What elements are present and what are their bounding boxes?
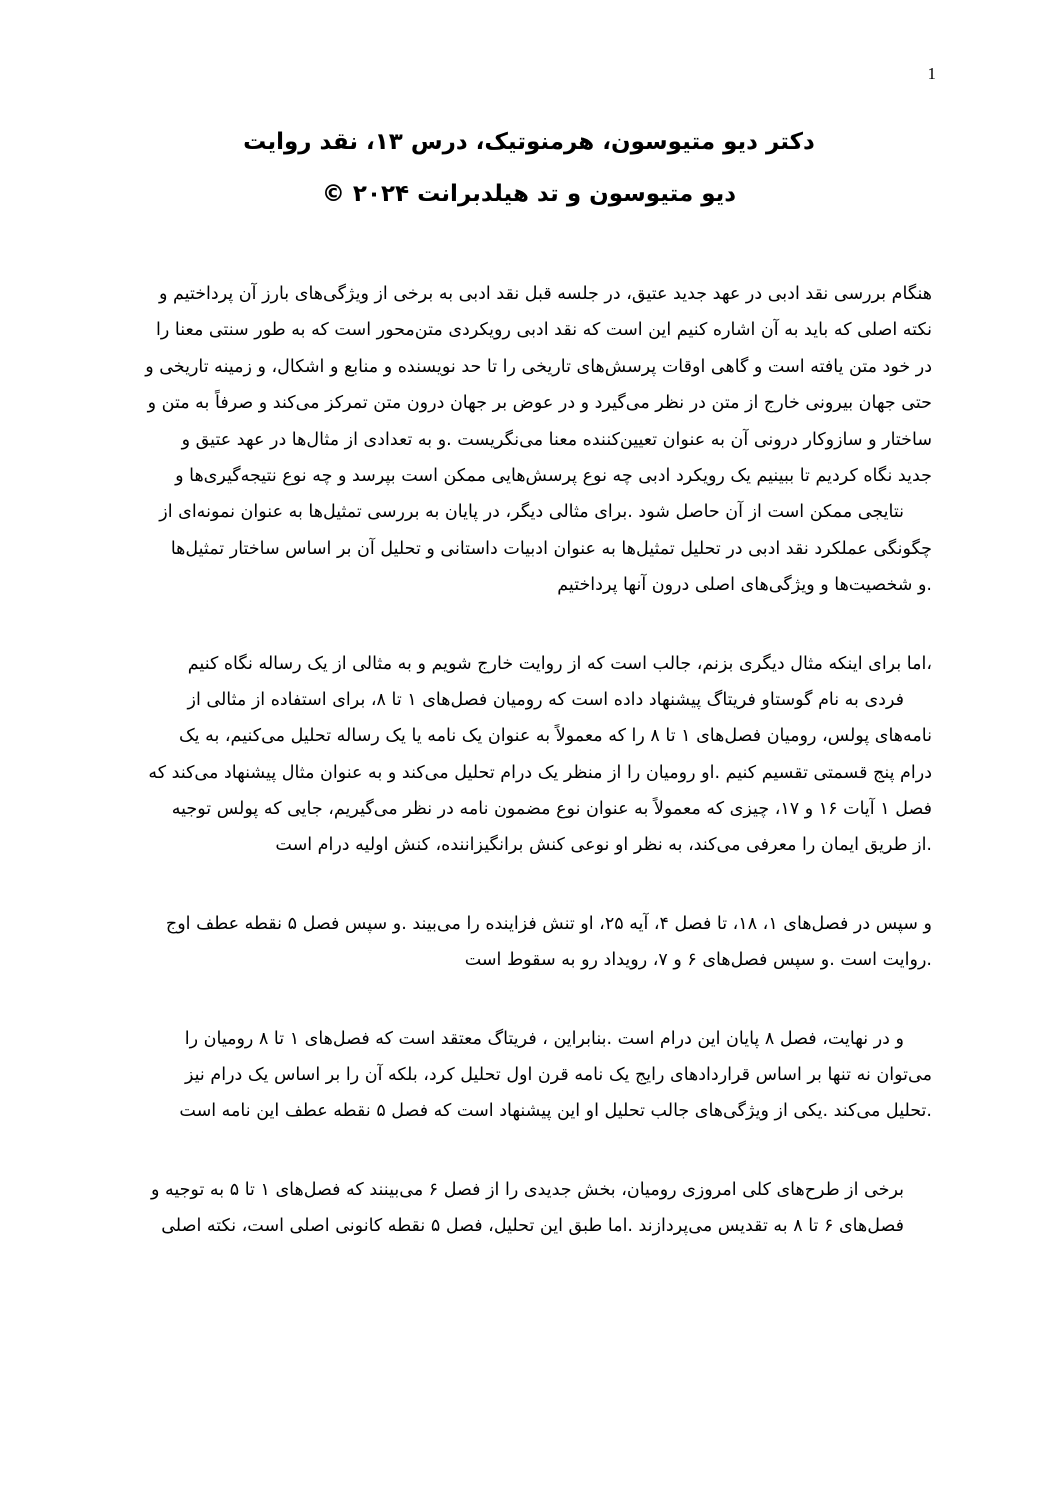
document-header (0, 128, 1058, 232)
text-line: .از طریق ایمان را معرفی می‌کند، به نظر او نوعی کنش برانگیزاننده، کنش اولیه درام است (275, 835, 932, 856)
paragraph-1 (126, 276, 932, 604)
paragraph-3 (126, 906, 932, 979)
text-line: نکته اصلی که باید به آن اشاره کنیم این است که نقد ادبی رویکردی متن‌محور است که به طور سنتی معنا را (156, 320, 932, 341)
paragraph-5 (126, 1172, 932, 1245)
text-line: نتایجی ممکن است از آن حاصل شود .برای مثالی دیگر، در پایان به بررسی تمثیل‌ها به عنوان نمونه‌ای از (159, 502, 904, 523)
text-line: .تحلیل می‌کند .یکی از ویژگی‌های جالب تحلیل او این پیشنهاد است که فصل ۵ نقطه عطف این نامه است (179, 1101, 932, 1122)
text-line: حتی جهان بیرونی خارج از متن در نظر می‌گیرد و در عوض بر جهان درون متن تمرکز می‌کند و صرفاً به متن و (147, 393, 932, 414)
text-line: .و شخصیت‌ها و ویژگی‌های اصلی درون آنها پرداختیم (557, 575, 932, 596)
paragraph-2 (126, 646, 932, 864)
text-line: درام پنج قسمتی تقسیم کنیم .او رومیان را از منظر یک درام تحلیل می‌کند و به عنوان مثال پیشنهاد می‌کند که (148, 762, 932, 783)
text-line: نامه‌های پولس، رومیان فصل‌های ۱ تا ۸ را که معمولاً به عنوان یک نامه یا یک رساله تحلیل می‌کنیم، به یک (178, 726, 932, 747)
document-title: دکتر دیو متیوسون، هرمنوتیک، درس ۱۳، نقد روایت (243, 129, 815, 155)
text-line: جدید نگاه کردیم تا ببینیم یک رویکرد ادبی چه نوع پرسش‌هایی ممکن است بپرسد و چه نوع نتیجه‌گیری‌ها و (175, 465, 932, 486)
text-line: برخی از طرح‌های کلی امروزی رومیان، بخش جدیدی را از فصل ۶ می‌بینند که فصل‌های ۱ تا ۵ به توجیه و (150, 1179, 904, 1200)
copyright-line: دیو متیوسون و تد هیلدبرانت ۲۰۲۴ © (321, 181, 737, 207)
text-line: ،اما برای اینکه مثال دیگری بزنم، جالب است که از روایت خارج شویم و به مثالی از یک رساله نگاه کنیم (187, 653, 932, 674)
paragraph-4 (126, 1021, 932, 1130)
text-line: و در نهایت، فصل ۸ پایان این درام است .بنابراین ، فریتاگ معتقد است که فصل‌های ۱ تا ۸ رومیان را (184, 1028, 904, 1049)
text-line: می‌توان نه تنها بر اساس قراردادهای رایج یک نامه قرن اول تحلیل کرد، بلکه آن را بر اساس یک درام نیز (185, 1065, 932, 1086)
text-line: فردی به نام گوستاو فریتاگ پیشنهاد داده است که رومیان فصل‌های ۱ تا ۸، برای استفاده از مثالی از (187, 689, 904, 710)
text-line: چگونگی عملکرد نقد ادبی در تحلیل تمثیل‌ها به عنوان ادبیات داستانی و تحلیل آن بر اساس ساختار تمثیل‌ها (170, 538, 932, 559)
document-body (126, 276, 932, 1287)
text-line: و سپس در فصل‌های ۱، ۱۸، تا فصل ۴، آیه ۲۵، او تنش فزاینده را می‌بیند .و سپس فصل ۵ نقطه عطف اوج (165, 913, 932, 934)
page-number: 1 (927, 64, 936, 83)
text-line: ساختار و سازوکار درونی آن به عنوان تعیین‌کننده معنا می‌نگریست .و به تعدادی از مثال‌ها در عهد عتیق و (181, 429, 932, 450)
text-line: فصل‌های ۶ تا ۸ به تقدیس می‌پردازند .اما طبق این تحلیل، فصل ۵ نقطه کانونی اصلی است، نکته اصلی (161, 1216, 904, 1237)
text-line: فصل ۱ آیات ۱۶ و ۱۷، چیزی که معمولاً به عنوان نوع مضمون نامه در نظر می‌گیریم، جایی که پولس توجیه (171, 799, 932, 820)
text-line: هنگام بررسی نقد ادبی در عهد جدید عتیق، در جلسه قبل نقد ادبی به برخی از ویژگی‌های بارز آن پرداختیم و (159, 284, 932, 304)
text-line: در خود متن یافته است و گاهی اوقات پرسش‌های تاریخی را تا حد نویسنده و منابع و اشکال، و زمینه تاریخی و (145, 356, 932, 377)
text-line: .روایت است .و سپس فصل‌های ۶ و ۷، رویداد رو به سقوط است (464, 950, 932, 971)
